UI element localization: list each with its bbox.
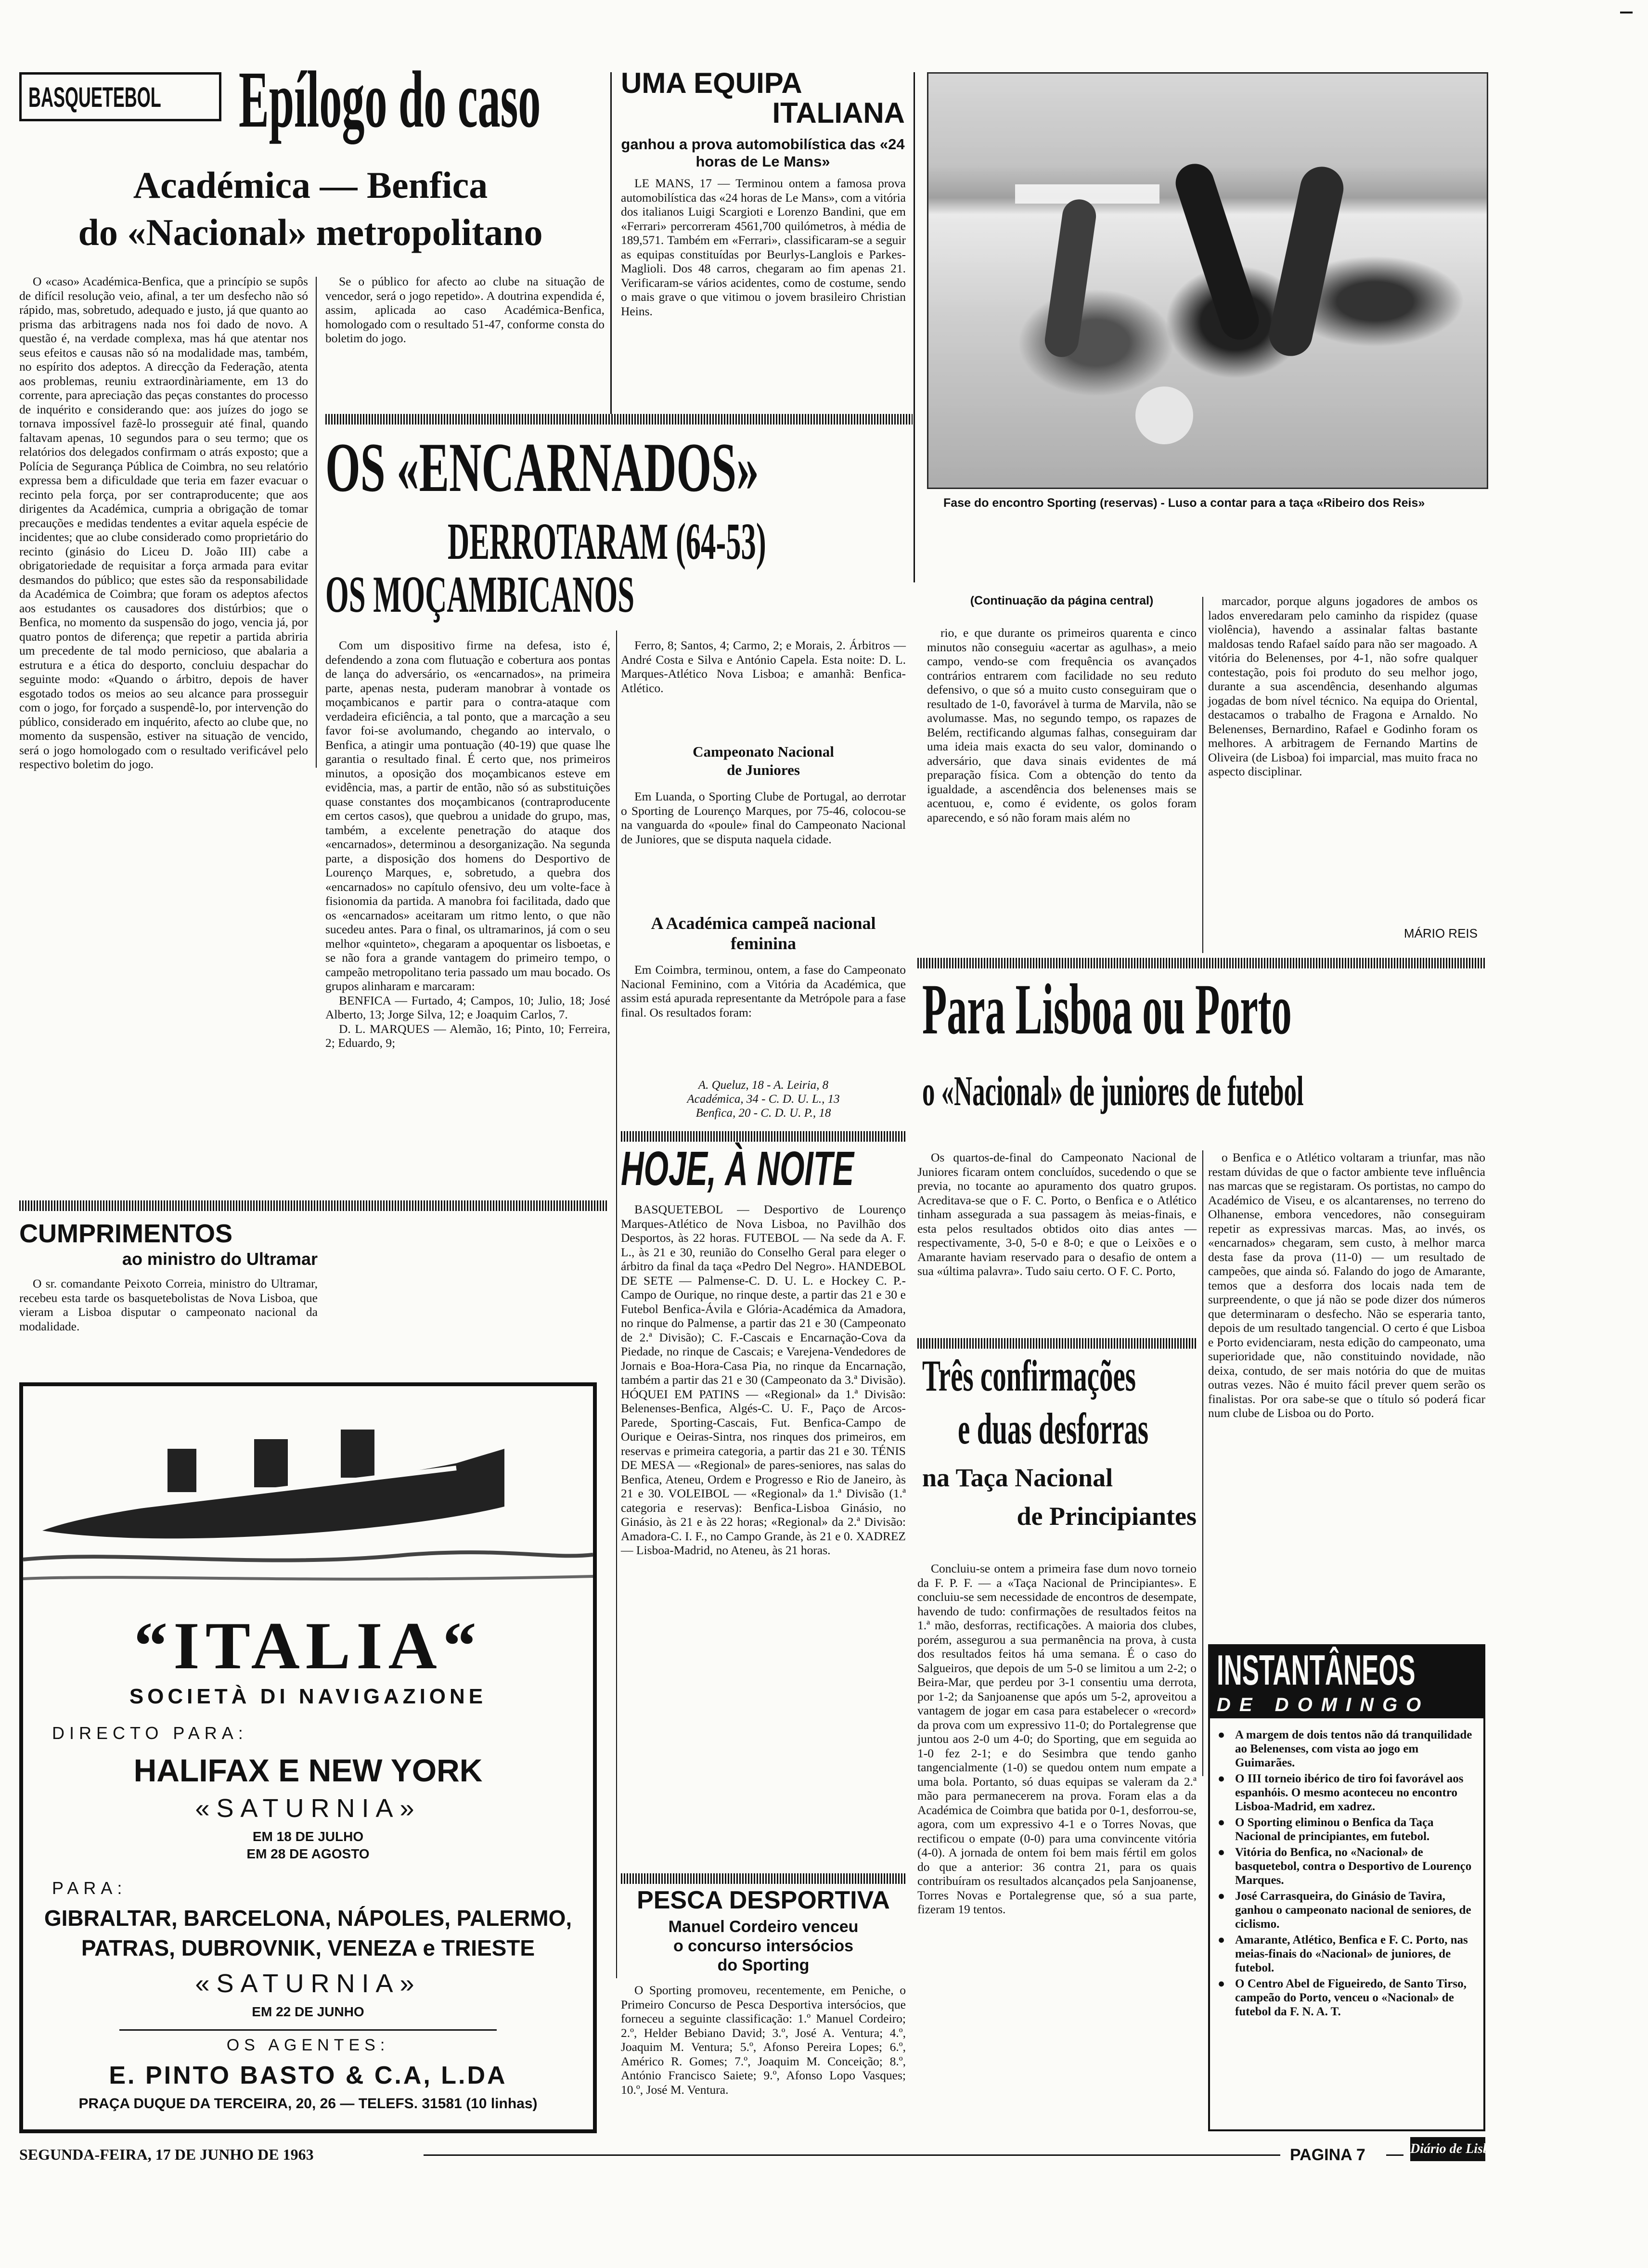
footer-page: PAGINA 7 [1290,2146,1365,2164]
instantaneos-item: ● José Carrasqueira, do Ginásio de Tavira, ganhou o campeonato nacional de seniores, de ciclismo. [1216,1889,1476,1931]
instantaneos-header [1210,1646,1483,1718]
principiantes-subhead-2: de Principiantes [1017,1502,1197,1531]
lisboa-porto-col1: Os quartos-de-final do Campeonato Nacional de Juniores ficaram ontem concluídos, sucedendo o que se previa, no tocante ao apuramento dos quatro grupos. Acreditava-se que o F. C. Porto, o Benfica e o Atlético tinham assegurada a sua passagem às meias-finais, e esta pelos resultados obtidos oito dias antes — respectivamente, 3-0, 5-0 e 8-0; e que o Leixões e o Amarante haviam reservado para o desafio de ontem a sua «última palavra». Tudo saiu certo. O F. C. Porto, [917,1150,1197,1278]
instantaneos-item: ● Vitória do Benfica, no «Nacional» de basquetebol, contra o Desportivo de Lourenço Marques. [1216,1845,1476,1887]
section-tag-box [19,72,221,121]
basket-article-col2: Se o público for afecto ao clube na situação de vencedor, será o jogo repetido». A doutrina expendida é, assim, aplicada ao caso Académica-Benfica, homologado com o resultado 51-47, conforme consta do boletim do jogo. [325,274,605,345]
basket-article-col1: O «caso» Académica-Benfica, que a princípio se supôs de difícil resolução veio, afinal, a ter um desfecho não só rápido, mas, sobretudo, adequado e justo, já que quanto ao prisma das arbitragens nada nos foi dado de novo. A questão é, na verdade complexa, mas há que atentar nos seus efeitos e causas não só na modalidade mas, também, no espírito dos adeptos. A direcção da Federação, atenta aos problemas, reuniu extraordinàriamente, em 13 do corrente, para apreciação das peças constantes do processo de inquérito e considerando que: aos juízes do jogo se tornava impossível fazê-lo prosseguir até final, quando faltavam apenas, 10 segundos para o seu termo; que os relatórios dos delegados confirmam o atrás exposto; que a Polícia de Segurança Pública de Coimbra, no seu relatório expressa bem a dificuldade que teria em fazer evacuar o recinto pela força, por ser contraproducente; que aos dirigentes da Académica, cumpria a obrigação de tomar precauções e medidas tendentes a evitar aquela espécie de incidentes; que ao clube considerado como proprietário do recinto (ginásio do Liceu D. João III) cabe a obrigatoriedade de requisitar a força armada para evitar desmandos do público; que estes são da responsabilidade da Académica de Coimbra; que foram os adeptos afectos aos estudantes os causadores dos distúrbios; que o Benfica, no momento da suspensão do jogo, vencia já, por quatro pontos de diferença; que repetir a partida abriria um precedente de tal modo pernicioso, que abalaria a estrutura e a ética do desporto, concluiu despachar do seguinte modo: «Quando o árbitro, depois de haver esgotado todos os meios ao seu alcance para prosseguir com o jogo, for forçado a suspendê-lo, por intervenção do público, considerado em inquérito, afecto ao clube que, no momento da suspensão, estiver na situação de vencido, será o jogo homologado com o resultado verificável pelo respectivo boletim do jogo. [19,274,308,771]
basket-subhead-1: Académica — Benfica [133,164,488,206]
result-line: Académica, 34 - C. D. U. L., 13 [687,1093,840,1106]
hatch-rule [19,1200,607,1211]
pesca-headline: PESCA DESPORTIVA [637,1886,890,1914]
principiantes-headline-2: e duas desforras [958,1404,1149,1453]
instantaneos-item: ● Amarante, Atlético, Benfica e F. C. Porto, nas meias-finais do «Nacional» de juniores, de futebol. [1216,1933,1476,1975]
italia-date-2: EM 22 DE JUNHO [252,2004,364,2019]
lisboa-porto-col2: o Benfica e o Atlético voltaram a triunfar, mas não restam dúvidas de que o factor ambiente teve influência nas marcas que se registaram. Os portistas, no campo do Académico de Viseu, e os alcantarenses, no terreno do Olhanense, embora vencedores, não conseguiram repetir as expressivas marcas. Mas, ao invés, os «encarnados» chegaram, sem custo, à melhor marca desta fase da prova (11-0) — um resultado de campeões, que ainda só. Falando do jogo de Amarante, temos que a desforra dos locais nada tem de surpreendente, o que já não se pode dizer dos números que determinaram o desfecho. Não se esperaria tanto, depois de um resultado tangencial. O certo é que Lisboa e Porto evidenciaram, nesta edição do campeonato, uma superioridade que, não constituindo novidade, não deixa, contudo, de ser mais notória do que de muitas outras vezes. Não é muito fácil prever quem serão os finalistas. Por ora sabe-se que o título só poderá ficar num clube de Lisboa ou do Porto. [1208,1150,1485,1420]
encarnados-headline-1: OS «ENCARNADOS» [325,428,759,506]
italiana-headline-2: ITALIANA [772,97,905,129]
italiana-article: LE MANS, 17 — Terminou ontem a famosa prova automobilística das «24 horas de Le Mans», com a vitória dos italianos Luigi Scargioti e Lorenzo Bandini, que em «Ferrari» percorreram 4561,700 quilómetros, à média de 189,571. Também em «Ferrari», classificaram-se a seguir as equipas constituídas por Beurlys-Langlois e Parkes-Maglioli. Dos 48 carros, chegaram ao fim apenas 21. Verificaram-se vários acidentes, como de costume, sendo o mais grave o que vitimou o jovem brasileiro Christian Heins. [621,176,906,318]
encarnados-article-col2: Ferro, 8; Santos, 4; Carmo, 2; e Morais, 2. Árbitros — André Costa e Silva e António Capela. Esta noite: D. L. Marques-Atlético Nova Lisboa; e amanhã: Benfica-Atlético. [621,638,906,695]
ship-illustration [23,1386,593,1593]
continuacao-col2: marcador, porque alguns jogadores de ambos os lados enveredaram pelo caminho da rispidez (quase violência), havendo a assinalar faltas bastante maldosas tendo Rafael saído para não ser magoado. A vitória do Belenenses, por 4-1, não sofre qualquer contestação, pois foi produto do seu melhor jogo, durante a sua ascendência, desenhando algumas jogadas de bom nível técnico. Na equipa do Oriental, destacamos o trabalho de Fragona e Arnaldo. No Belenenses, Bernardino, Rafael e Godinho foram os melhores. A arbitragem de Fernando Martins de Oliveira (de Lisboa) foi imparcial, mas muito fraca no aspecto disciplinar. [1208,594,1478,778]
column-rule [316,277,317,768]
match-photo [927,72,1488,489]
italia-address: PRAÇA DUQUE DA TERCEIRA, 20, 26 — TELEFS. 31581 (10 linhas) [78,2096,538,2112]
newspaper-masthead-logo: Diário de Lisboa [1410,2137,1485,2161]
principiantes-article: Concluiu-se ontem a primeira fase dum novo torneio da F. P. F. — a «Taça Nacional de Principiantes». E concluiu-se sem necessidade de encontros de desempate, havendo de tudo: confirmações de resultados feitos na 1.ª mão, desforras, rectificações. A maioria dos clubes, porém, assegurou a sua permanência na prova, à custa dos resultados feitos há uma semana. É o caso do Salgueiros, que depois de um 5-0 se limitou a um 2-2; o Beira-Mar, que perdeu por 3-1 consentiu uma derrota, por 1-2; da Sanjoanense que após um 5-2, aproveitou a vantagem de jogar em casa para estabelecer o «record» da prova com um expressivo 11-0; do Portalegrense que juntou aos 2-0 um 4-0; do Sporting, que em seguida ao 1-0 fez 2-1; e do Sesimbra que tendo ganho tangencialmente (1-0) se quedou ontem num empate a uma bola. Portanto, só duas equipas se valeram da 2.ª mão para permanecerem na prova. Foram elas a da Académica de Coimbra que batida por 0-1, desforrou-se, agora, com um expressivo 4-1 e o Torres Novas, que rectificou o empate (0-0) para uma convincente vitória (4-0). A jornada de ontem foi bem mais fértil em golos do que a anterior: 36 contra 21, para os quais contribuíram os resultados alcançados pela Sanjoanense, Torres Novas e Portalegrense que, só a sua parte, fizeram 19 tentos. [917,1561,1197,1916]
instantaneos-item: ● O Centro Abel de Figueiredo, de Santo Tirso, campeão do Porto, venceu o «Nacional» de futebol da F. N. A. T. [1216,1977,1476,2019]
juniores-basket-title-2: de Juniores [727,761,800,778]
result-line: Benfica, 20 - C. D. U. P., 18 [695,1107,831,1120]
principiantes-subhead-1: na Taça Nacional [922,1463,1113,1492]
footer-rule [1386,2154,1403,2156]
juniores-basket-article: Em Luanda, o Sporting Clube de Portugal, ao derrotar o Sporting de Lourenço Marques, por 75-46, colocou-se na vanguarda do «poule» final do Campeonato Nacional de Juniores, que se disputa naquela cidade. [621,789,906,846]
italia-directo: DIRECTO PARA: [52,1723,248,1743]
italia-agentes: OS AGENTES: [226,2036,390,2054]
lisboa-porto-subhead: o «Nacional» de juniores de futebol [922,1068,1304,1115]
football [1135,387,1193,444]
italia-agent: E. PINTO BASTO & C.A, L.DA [109,2062,507,2089]
italia-date-1b: EM 28 DE AGOSTO [246,1846,370,1861]
footer-date: SEGUNDA-FEIRA, 17 DE JUNHO DE 1963 [19,2146,314,2163]
instantaneos-item: ● O III torneio ibérico de tiro foi favorável aos espanhóis. O mesmo aconteceu no encontro Lisboa-Madrid, em xadrez. [1216,1772,1476,1814]
lisboa-porto-headline: Para Lisboa ou Porto [922,969,1292,1049]
column-rule [616,631,617,1978]
italia-destination-2a: GIBRALTAR, BARCELONA, NÁPOLES, PALERMO, [44,1906,572,1931]
stadium-billboard [1015,184,1159,204]
hatch-rule [621,1873,906,1884]
hatch-rule [621,1131,906,1142]
player-silhouette [1043,197,1098,360]
instantaneos-box [1208,1644,1485,2131]
instantaneos-title: INSTANTÂNEOS [1217,1646,1416,1694]
academica-fem-title-2: feminina [730,934,796,953]
encarnados-article-col1: Com um dispositivo firme na defesa, isto é, defendendo a zona com flutuação e cobertura aos pontas de lança do adversário, os «encarnados», na primeira parte, apenas nesta, puderam manobrar à vontade os moçambicanos e partir para o contra-ataque com verdadeira eficiência, a tal ponto, que a marcação a seu favor foi-se avolumando, chegando ao intervalo, o Benfica, a atingir uma pontuação (40-19) que quase lhe garantia o resultado final. É certo que, nos primeiros minutos, a oposição dos moçambicanos esteve em evidência, mas, a partir de então, não só as substituições quase constantes dos moçambicanos (contraproducente em certos casos), que quebrou a unidade do grupo, mas, também, a excelente penetração do ataque dos «encarnados», determinou a desorganização. Na segunda parte, a disposição dos homens do Desportivo de Lourenço Marques, e, sobretudo, a quebra dos «encarnados» no capítulo ofensivo, deu um volte-face à fisionomia da partida. A manobra foi facilitada, dado que os «encarnados» aceitaram um ritmo lento, o que não sucedeu antes. Para o final, os ultramarinos, já com o seu melhor «quinteto», chegaram a apoquentar os lisboetas, e se não fora a grande vantagem do primeiro tempo, o campeão metropolitano teria passado um mau bocado. Os grupos alinharam e marcaram: BENFICA — Furtado, 4; Campos, 10; Julio, 18; José Alberto, 13; Jorge Silva, 12; e Joaquim Carlos, 7. D. L. MARQUES — Alemão, 16; Pinto, 10; Ferreira, 2; Eduardo, 9; [325,638,610,1050]
instantaneos-subtitle: DE DOMINGO [1217,1694,1430,1715]
continuacao-author: MÁRIO REIS [1403,926,1478,941]
column-rule [1202,1150,1203,1776]
continuacao-label: (Continuação da página central) [970,594,1154,607]
pesca-subhead-2: o concurso intersócios [673,1937,854,1955]
basket-headline: Epílogo do caso [239,55,541,144]
italiana-subhead: ganhou a prova automobilística das «24 horas de Le Mans» [621,136,905,170]
continuacao-col1: rio, e que durante os primeiros quarenta e cinco minutos não conseguiu «acertar as agulhas», a meio campo, vendo-se com frequência os avançados contrários entrarem com facilidade no seu reduto defensivo, o que só a muito custo conseguiram que o resultado de 1-0, favorável à turma de Marvila, não se avolumasse. Mas, no segundo tempo, os rapazes de Belém, rectificando algumas falhas, conseguiram dar uma ideia mais exacta do seu valor, dominando o adversário, que dava sinais evidentes de má preparação física. Com a obtenção do tento da igualdade, a ascendência dos belenenses mais se acentuou, e, como é evidente, os golos foram aparecendo, e só não foram mais além no [927,626,1197,825]
principiantes-headline-1: Três confirmações [922,1351,1136,1400]
academica-fem-results [621,1078,906,1120]
italia-destination-1: HALIFAX E NEW YORK [133,1753,483,1788]
hoje-headline: HOJE, À NOITE [621,1142,854,1196]
cumprimentos-subhead: ao ministro do Ultramar [122,1249,318,1269]
italia-advertisement [19,1382,597,2133]
italia-date-1a: EM 18 DE JULHO [252,1829,364,1844]
hatch-rule [917,1338,1197,1349]
player-silhouette [1265,163,1347,360]
pesca-article: O Sporting promoveu, recentemente, em Peniche, o Primeiro Concurso de Pesca Desportiva intersócios, que forneceu a seguinte classificação: 1.º Manuel Cordeiro; 2.º, Helder Bebiano David; 3.º, José A. Ventura; 4.º, Joaquim M. Ventura; 5.º, Afonso Pereira Lopes; 6.º, Américo R. Gomes; 7.º, Joaquim M. Conceição; 8.º, António Francisco Saiete; 9.º, Afonso Lopo Vasques; 10.º, José M. Ventura. [621,1983,906,2097]
ad-divider [119,2029,497,2031]
page-corner-mark [1620,12,1633,13]
juniores-basket-title-1: Campeonato Nacional [693,743,834,760]
cumprimentos-headline: CUMPRIMENTOS [19,1219,233,1248]
instantaneos-list [1216,1728,1476,2021]
academica-fem-title-1: A Académica campeã nacional [651,914,876,933]
italia-destination-2b: PATRAS, DUBROVNIK, VENEZA e TRIESTE [81,1935,535,1960]
hatch-rule [325,414,913,425]
italia-ship-1: «SATURNIA» [195,1794,421,1823]
hatch-rule [917,958,1485,968]
hoje-listings: BASQUETEBOL — Desportivo de Lourenço Marques-Atlético de Nova Lisboa, no Pavilhão dos Desportos, às 22 horas. FUTEBOL — Na sede da A. F. L., às 21 e 30, reunião do Conselho Geral para eleger o árbitro da final da taça «Pedro Del Negro». HANDEBOL DE SETE — Palmense-C. D. U. L. e Hockey C. P.-Campo de Ourique, no rinque deste, a partir das 21 e 30 e Futebol Benfica-Ávila e Glória-Académica da Amadora, no rinque do Palmense, a partir das 21 e 30 (Campeonato de 2.ª Divisão); C. F.-Cascais e Encarnação-Cova da Piedade, no rinque de Cascais; e Varejena-Vendedores de Jornais e Boa-Hora-Casa Pia, no rinque da Encarnação, também a partir das 21 e 30 (Campeonato da 3.ª Divisão). HÓQUEI EM PATINS — «Regional» da 1.ª Divisão: Belenenses-Benfica, Algés-C. U. F., Paço de Arcos-Parede, Sporting-Cascais, Fut. Benfica-Campo de Ourique e Oeiras-Sintra, nos rinques dos primeiros, em reservas e primeira categoria, a partir das 21 e 30. TÉNIS DE MESA — «Regional» de pares-seniores, nas salas do Benfica, Ateneu, Ordem e Progresso e Rio de Janeiro, às 21 e 30. VOLEIBOL — «Regional» da 1.ª Divisão (1.ª categoria e reservas): Benfica-Lisboa Ginásio, no Ginásio, às 21 e às 22 horas; «Regional» da 2.ª Divisão: Amadora-C. I. F., no Campo Grande, às 21 e 0. XADREZ — Lisboa-Madrid, no Ateneu, às 21 horas. [621,1202,906,1557]
footer-rule [424,2154,1280,2156]
basket-subhead-2: do «Nacional» metropolitano [78,211,543,253]
italia-brand: “ITALIA“ [134,1609,482,1683]
photo-caption: Fase do encontro Sporting (reservas) - Luso a contar para a taça «Ribeiro dos Reis» [943,496,1425,510]
encarnados-headline-2: DERROTARAM (64-53) [448,513,766,570]
italia-ship-2: «SATURNIA» [195,1969,421,1998]
italia-company: SOCIETÀ DI NAVIGAZIONE [129,1685,487,1708]
column-rule [610,72,612,419]
section-tag: BASQUETEBOL [28,82,161,113]
pesca-subhead-1: Manuel Cordeiro venceu [668,1918,859,1936]
player-silhouette [1171,159,1264,345]
instantaneos-item: ● A margem de dois tentos não dá tranquilidade ao Belenenses, com vista ao jogo em Guimarães. [1216,1728,1476,1770]
column-rule [1202,597,1203,953]
encarnados-headline-3: OS MOÇAMBICANOS [325,566,635,623]
pesca-subhead-3: do Sporting [717,1956,810,1974]
academica-fem-article: Em Coimbra, terminou, ontem, a fase do Campeonato Nacional Feminino, com a Vitória da Académica, que assim está apurada representante da Metrópole para a fase final. Os resultados foram: [621,963,906,1019]
instantaneos-item: ● O Sporting eliminou o Benfica da Taça Nacional de principiantes, em futebol. [1216,1816,1476,1843]
italiana-headline-1: UMA EQUIPA [621,67,802,99]
result-line: A. Queluz, 18 - A. Leiria, 8 [698,1079,829,1092]
italia-para: PARA: [52,1878,127,1898]
cumprimentos-article: O sr. comandante Peixoto Correia, ministro do Ultramar, recebeu esta tarde os basquetebolistas de Nova Lisboa, que vieram a Lisboa disputar o campeonato nacional da modalidade. [19,1276,318,1333]
column-rule [914,72,915,582]
